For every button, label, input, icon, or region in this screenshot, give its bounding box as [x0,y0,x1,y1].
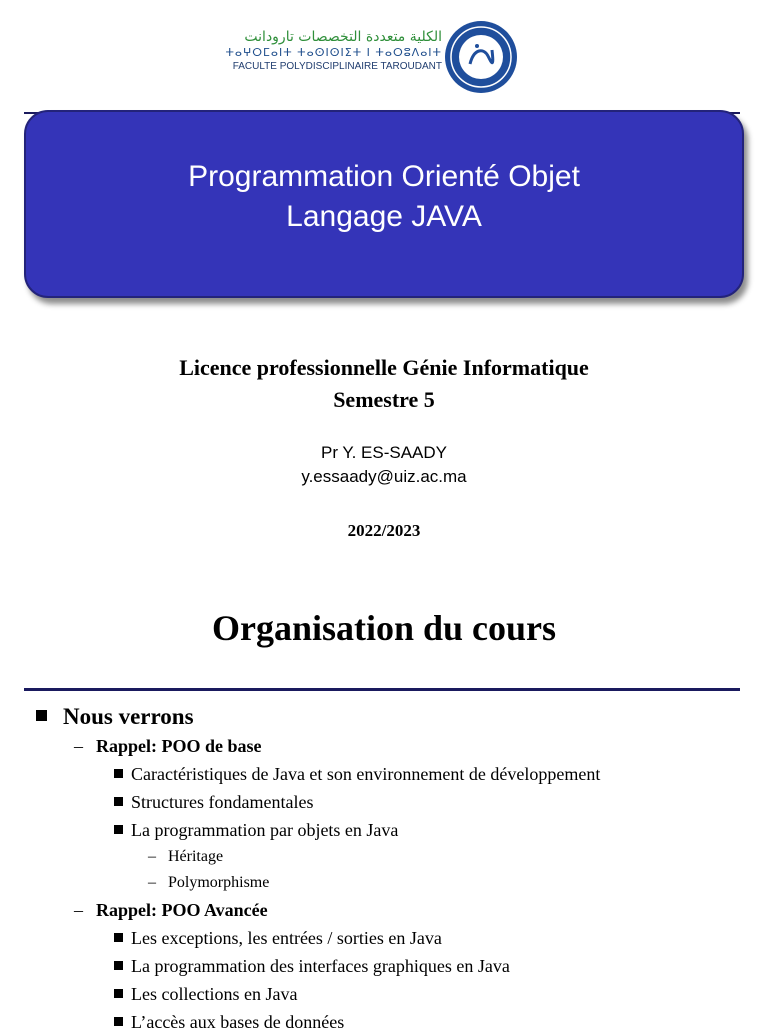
title-banner [24,110,744,298]
square-bullet-icon [114,797,123,806]
section-1 [74,736,262,757]
outline-heading-label: Nous verrons [63,704,194,729]
title-line-2: Langage JAVA [286,200,482,233]
outline-heading [36,704,194,730]
logo-french-text: FACULTE POLYDISCIPLINAIRE TAROUDANT [232,61,442,72]
section-2 [74,900,268,921]
list-item: Les exceptions, les entrées / sorties en Java [114,928,442,949]
square-bullet-icon [114,961,123,970]
title-divider [24,688,740,691]
square-bullet-icon [114,769,123,778]
section-2-label: Rappel: POO Avancée [96,900,268,920]
list-item: Caractéristiques de Java et son environnement de développement [114,764,600,785]
list-item: La programmation par objets en Java [114,820,398,841]
dash-bullet-icon: – [148,848,156,865]
logo-text-block [222,28,442,74]
dash-bullet-icon: – [74,736,83,756]
square-bullet-icon [114,1017,123,1026]
square-bullet-icon [114,933,123,942]
section-1-label: Rappel: POO de base [96,736,262,756]
faculty-logo [222,20,522,96]
university-seal-icon [444,20,518,94]
dash-bullet-icon: – [148,874,156,891]
list-item: L’accès aux bases de données [114,1012,344,1033]
logo-arabic-text: الكلية متعددة التخصصات تارودانت [244,29,442,45]
logo-tifinagh-text: ⵜⴰⵖⵔⵎⴰⵏⵜ ⵜⴰⵙⵏⵙⵏⵉⵜ ⵏ ⵜⴰⵔⵓⴷⴰⵏⵜ [225,46,442,59]
list-item: La programmation des interfaces graphiques en Java [114,956,510,977]
professor-name: Pr Y. ES-SAADY [321,443,447,462]
academic-year: 2022/2023 [347,521,421,540]
square-bullet-icon [36,710,47,721]
square-bullet-icon [114,825,123,834]
sub-list-item: – Polymorphisme [148,874,270,891]
square-bullet-icon [114,989,123,998]
professor-email: y.essaady@uiz.ac.ma [301,467,467,486]
program-name: Licence professionnelle Génie Informatique [179,355,589,380]
slide-title: Organisation du cours [211,608,557,648]
sub-list-item: – Héritage [148,848,224,865]
list-item: Les collections en Java [114,984,297,1005]
semester: Semestre 5 [333,387,435,412]
list-item: Structures fondamentales [114,792,313,813]
title-line-1: Programmation Orienté Objet [188,160,580,193]
dash-bullet-icon: – [74,900,83,920]
